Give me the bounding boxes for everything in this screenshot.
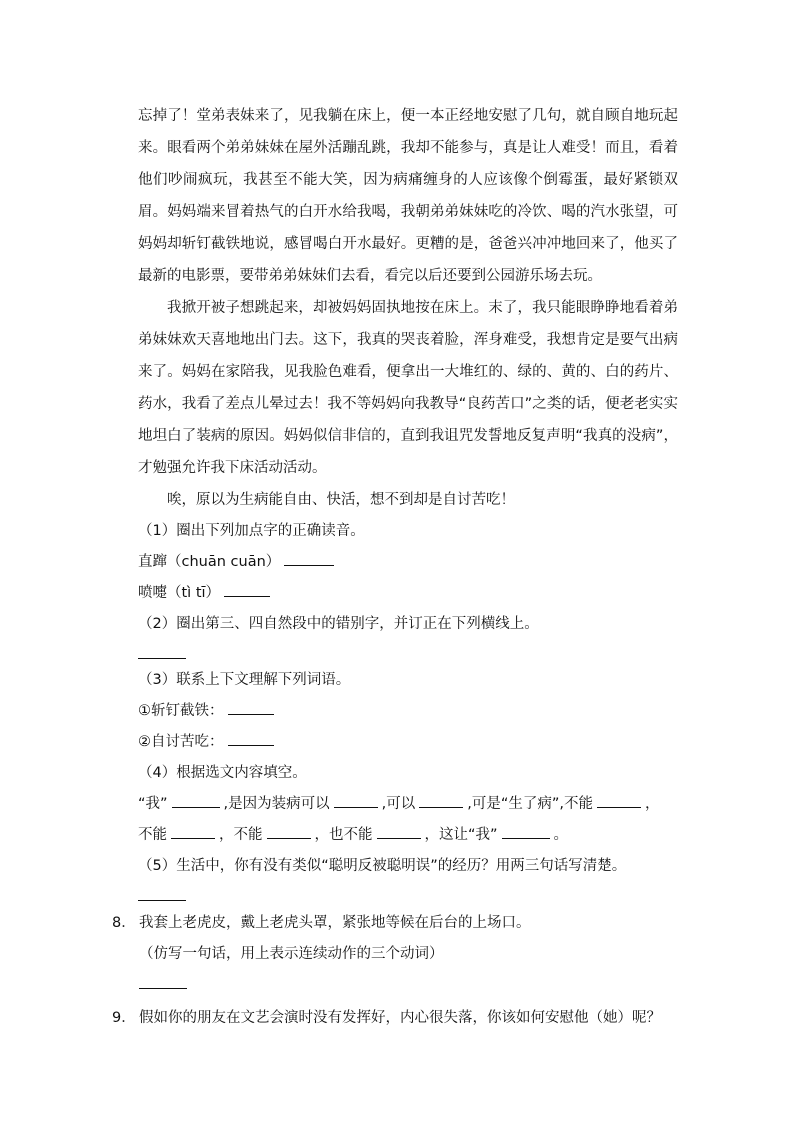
- question-3-item-a: [138, 696, 678, 727]
- question-9-text: 假如你的朋友在文艺会演时没有发挥好，内心很失落，你该如何安慰他（她）呢？: [139, 1010, 661, 1026]
- question-8: [112, 908, 672, 995]
- q4-text: ，: [645, 796, 660, 812]
- q4-text: ,是因为装病可以: [223, 796, 330, 812]
- q4-text: 不能: [138, 827, 167, 843]
- question-4-line-1: [138, 789, 678, 820]
- question-1-title: （1）圈出下列加点字的正确读音。: [138, 523, 365, 539]
- answer-line[interactable]: [138, 644, 186, 659]
- question-8-text: 我套上老虎皮，戴上老虎头罩，紧张地等候在后台的上场口。: [139, 915, 531, 931]
- question-number: 8．: [112, 915, 136, 931]
- answer-blank[interactable]: [334, 789, 378, 808]
- question-1-item-b-text: 喷嚏（tì tī）: [138, 585, 221, 601]
- question-1-item-b: [138, 578, 678, 609]
- q4-text: ,可以: [381, 796, 416, 812]
- question-3-item-b-text: ②自讨苦吃：: [138, 734, 224, 750]
- answer-blank[interactable]: [228, 727, 274, 746]
- question-4-line-2: [138, 820, 678, 851]
- answer-blank[interactable]: [228, 696, 274, 715]
- paragraph-1: 忘掉了！堂弟表妹来了，见我躺在床上，便一本正经地安慰了几句，就自顾自地玩起来。眼看两个弟弟妹妹在屋外活蹦乱跳，我却不能参与，真是让人难受！而且，看着他们吵闹疯玩，我甚至不能大笑，因为病痛缠身的人应该像个倒霉蛋，最好紧锁双眉。妈妈端来冒着热气的白开水给我喝，我朝弟弟妹妹吃的冷饮、喝的汽水张望，可妈妈却斩钉截铁地说，感冒喝白开水最好。更糟的是，爸爸兴冲冲地回来了，他买了最新的电影票，要带弟弟妹妹们去看，看完以后还要到公园游乐场去玩。: [138, 108, 678, 284]
- question-5-title: （5）生活中，你有没有类似“聪明反被聪明误”的经历？用两三句话写清楚。: [138, 858, 627, 874]
- question-2-title: （2）圈出第三、四自然段中的错别字，并订正在下列横线上。: [138, 616, 539, 632]
- q4-text: ,可是“生了病”,不能: [467, 796, 593, 812]
- answer-blank[interactable]: [377, 820, 421, 839]
- question-8-hint: （仿写一句话，用上表示连续动作的三个动词）: [139, 946, 444, 962]
- answer-blank[interactable]: [597, 789, 641, 808]
- answer-blank[interactable]: [267, 820, 311, 839]
- question-8-prompt: [112, 908, 672, 939]
- q4-text: ，这让“我”: [424, 827, 498, 843]
- question-3-item-a-text: ①斩钉截铁：: [138, 703, 224, 719]
- question-9: [112, 1003, 672, 1034]
- answer-blank[interactable]: [419, 789, 463, 808]
- answer-blank[interactable]: [171, 820, 215, 839]
- answer-line[interactable]: [139, 974, 187, 989]
- answer-blank[interactable]: [284, 547, 334, 566]
- question-number: 9．: [112, 1010, 136, 1026]
- question-1-item-a-text: 直蹿（chuān cuān）: [138, 554, 281, 570]
- answer-line[interactable]: [138, 886, 186, 901]
- question-4-title: （4）根据选文内容填空。: [138, 765, 307, 781]
- passage-text: [138, 100, 678, 516]
- paragraph-3: 唉，原以为生病能自由、快活，想不到却是自讨苦吃！: [167, 492, 515, 508]
- reading-passage: [138, 100, 678, 907]
- answer-blank[interactable]: [502, 820, 550, 839]
- q4-text: 。: [553, 827, 569, 843]
- q4-text: ，不能: [219, 827, 263, 843]
- q4-text: ，也不能: [314, 827, 373, 843]
- answer-blank[interactable]: [224, 578, 270, 597]
- question-3-title: （3）联系上下文理解下列词语。: [138, 672, 351, 688]
- question-3-item-b: [138, 727, 678, 758]
- q4-text: “我”: [138, 796, 168, 812]
- question-1-item-a: [138, 547, 678, 578]
- question-8-answer: [112, 974, 672, 989]
- question-9-prompt: [112, 1003, 672, 1034]
- paragraph-2: 我掀开被子想跳起来，却被妈妈固执地按在床上。末了，我只能眼睁睁地看着弟弟妹妹欢天喜地地出门去。这下，我真的哭丧着脸，浑身难受，我想肯定是要气出病来了。妈妈在家陪我，见我脸色难看，便拿出一大堆红的、绿的、黄的、白的药片、药水，我看了差点儿晕过去！我不等妈妈向我教导“良药苦口”之类的话，便老老实实地坦白了装病的原因。妈妈似信非信的，直到我诅咒发誓地反复声明“我真的没病”，才勉强允许我下床活动活动。: [138, 300, 678, 476]
- answer-blank[interactable]: [172, 789, 220, 808]
